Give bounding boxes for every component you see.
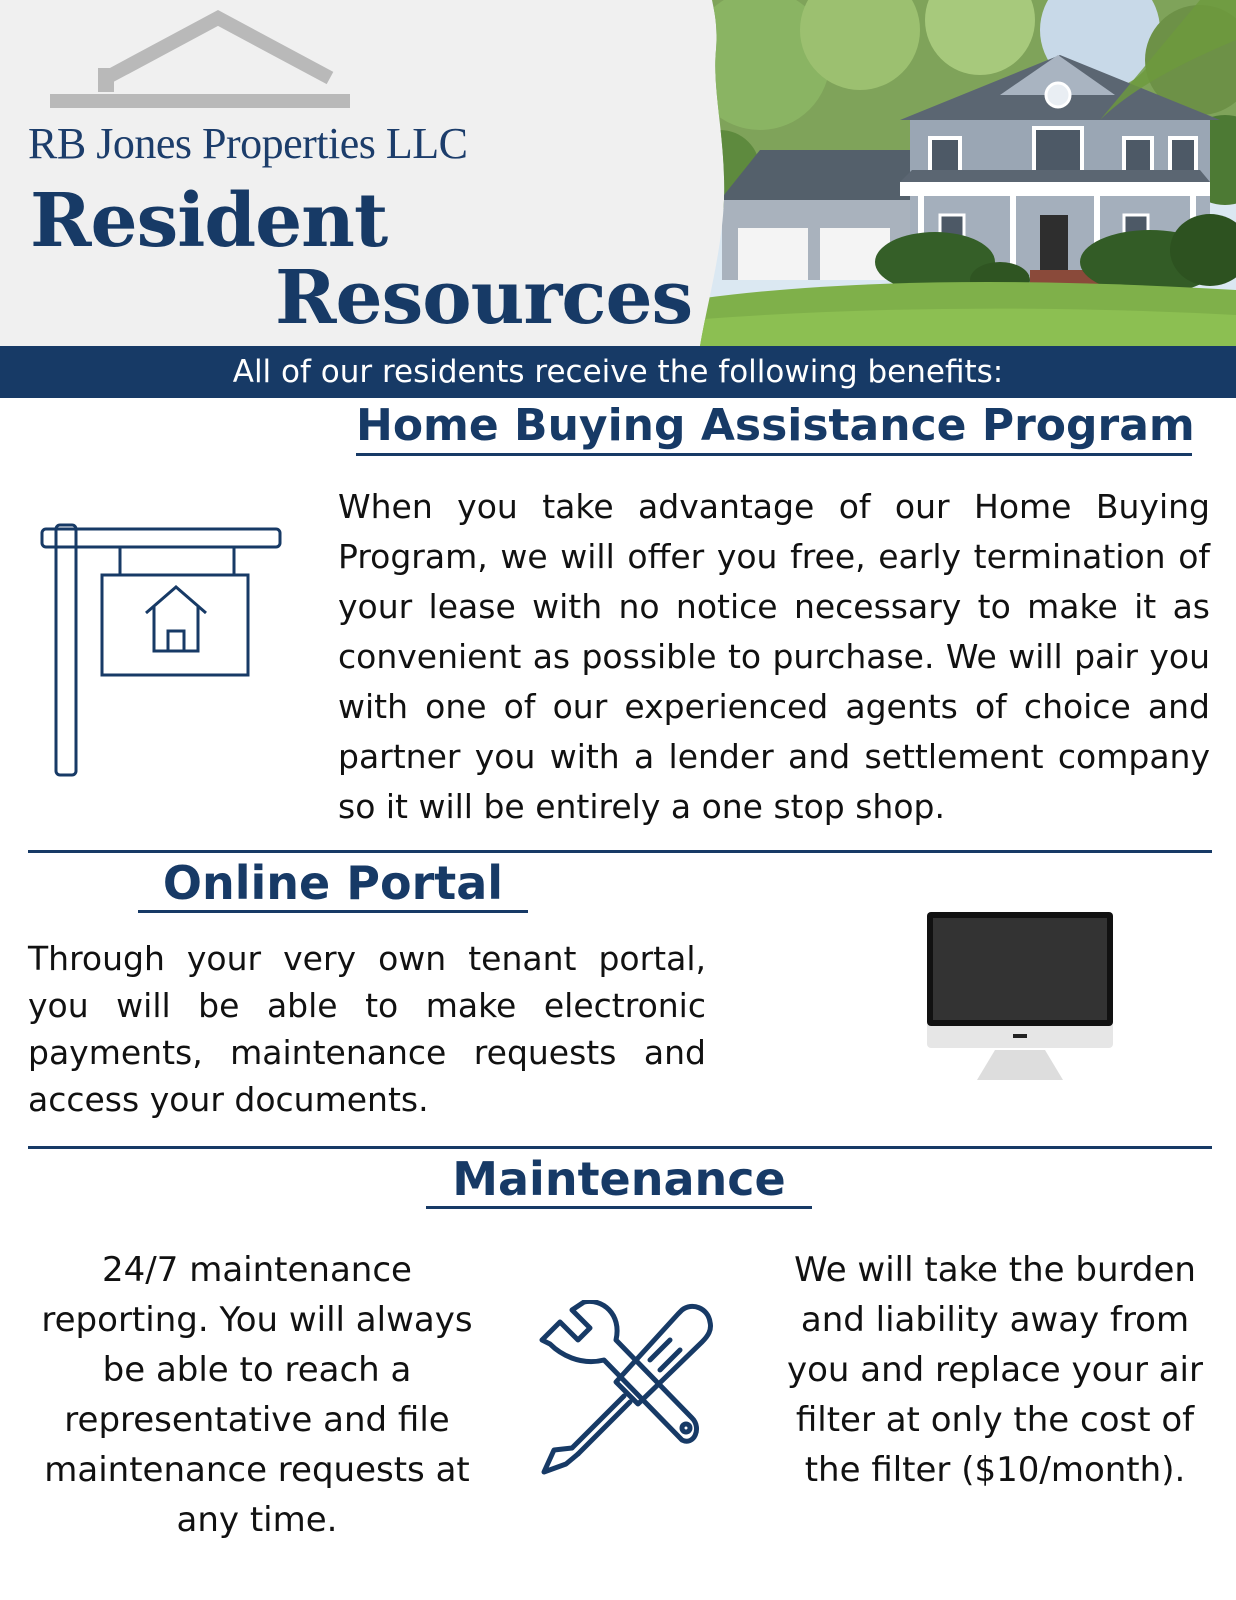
online-portal-body: Through your very own tenant portal, you will be able to make electronic payments, maintenance requests and access your documents. (28, 939, 706, 1119)
online-portal-title: Online Portal (138, 856, 528, 913)
section-divider (28, 1146, 1212, 1149)
home-buying-title: Home Buying Assistance Program (356, 400, 1192, 456)
banner-text: All of our residents receive the following benefits: (232, 354, 1004, 390)
benefits-banner (0, 346, 1236, 398)
roof-logo-icon (46, 8, 356, 110)
for-sale-sign-icon (30, 515, 290, 785)
monitor-icon (925, 910, 1115, 1085)
section-divider (28, 850, 1212, 853)
page-title-line1: Resident (30, 178, 388, 264)
wrench-screwdriver-icon (532, 1300, 722, 1480)
maintenance-left-text: 24/7 maintenance reporting. You will always be able to reach a representative and file maintenance requests at any time. (41, 1250, 473, 1540)
home-buying-body: When you take advantage of our Home Buying Program, we will offer you free, early termination of your lease with no notice necessary to make it as convenient as possible to purchase. We will pair you with one of our experienced agents of choice and partner you with a lender and settlement company so it will be entirely a one stop shop. (338, 487, 1210, 826)
maintenance-title: Maintenance (426, 1152, 812, 1209)
page-title-line2: Resources (275, 255, 693, 341)
maintenance-right-text: We will take the burden and liability away from you and replace your air filter at only the cost of the filter ($10/month). (786, 1250, 1203, 1490)
company-name: RB Jones Properties LLC (28, 119, 468, 168)
